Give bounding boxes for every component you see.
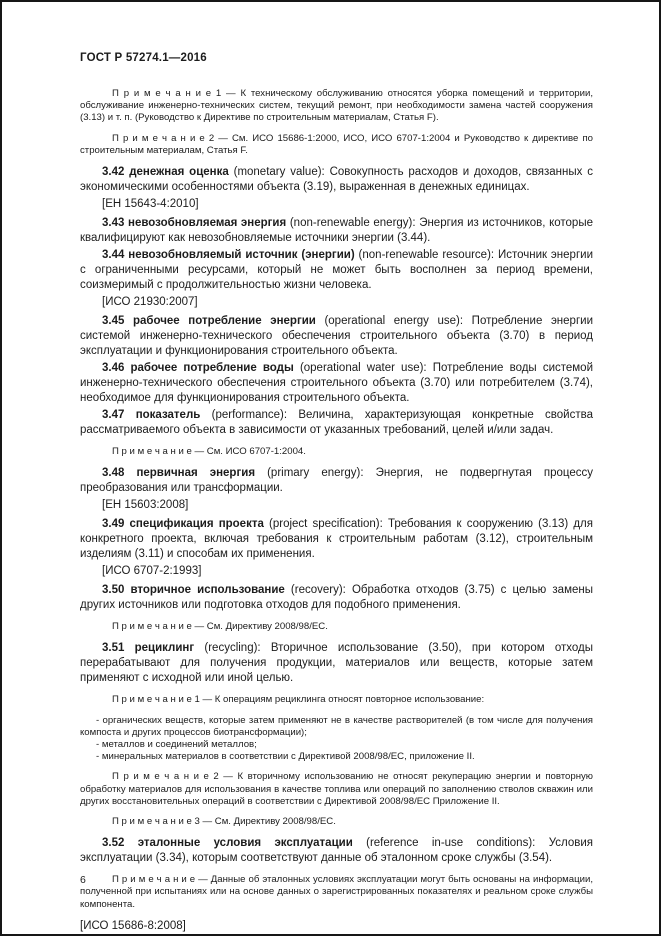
source-standard-reference: [ИСО 6707-2:1993] — [102, 565, 202, 578]
term-english-equivalent: (non-renewable energy): — [289, 217, 420, 230]
term-number-and-title: 3.50 вторичное использование — [102, 584, 291, 597]
term-definition-text: Вторичное использование (3.50), при котором отходы перерабатывают для получения продукции, материалов или веществ, которые затем применяют с исходной или иной целью. — [80, 642, 593, 685]
note-paragraph: П р и м е ч а н и е 1 — К операциям рециклинга относят повторное использование: — [112, 694, 485, 706]
term-english-equivalent: (performance): — [211, 409, 299, 422]
term-definition-paragraph — [80, 314, 593, 359]
term-english-equivalent: (operational energy use): — [324, 315, 472, 328]
term-english-equivalent: (recycling): — [204, 642, 271, 655]
term-definition-text: Энергия из источников, которые квалифицируют как невозобновляемые источники энергии (3.44). — [80, 217, 593, 245]
term-definition-text: Обработка отходов (3.75) с целью замены других источников или подготовка отходов для подобного применения. — [80, 584, 593, 612]
term-definition-text: Требования к сооружению (3.13) для конкретного проекта, включая требования к строительным работам (3.12), строительным изделиям (3.11) и способам их применения. — [80, 518, 593, 561]
source-standard-reference: [ЕН 15643-4:2010] — [102, 198, 199, 211]
note-paragraph: П р и м е ч а н и е — Данные об эталонных условиях эксплуатации могут быть основаны на информации, полученной при испытаниях или на основе данных о зарегистрированных показателях и реальном сроке службы компонента. — [80, 874, 593, 910]
note-paragraph: П р и м е ч а н и е 2 — См. ИСО 15686-1:2000, ИСО, ИСО 6707-1:2004 и Руководство к директиве по строительным материалам, Статья F. — [80, 132, 593, 156]
term-definition-text: Величина, характеризующая конкретные свойства рассматриваемого объекта в зависимости от указанных требований, целей и/или задач. — [80, 409, 593, 437]
term-number-and-title: 3.47 показатель — [102, 409, 212, 422]
note-list-item: - органических веществ, которые затем применяют не в качестве растворителей (в том числе для получения компоста и других процессов биотрансформации); — [80, 714, 593, 738]
term-definition-paragraph — [80, 583, 593, 613]
term-number-and-title: 3.48 первичная энергия — [102, 467, 268, 480]
term-english-equivalent: (monetary value): — [233, 166, 330, 179]
note-paragraph: П р и м е ч а н и е — См. Директиву 2008/98/ЕС. — [112, 621, 328, 633]
source-standard-reference: [ИСО 21930:2007] — [102, 296, 198, 309]
term-definition-paragraph — [80, 466, 593, 496]
source-standard-reference: [ЕН 15603:2008] — [102, 499, 189, 512]
page-content-area — [80, 52, 593, 936]
note-paragraph: П р и м е ч а н и е 2 — К вторичному использованию не относят рекуперацию энергии и повторную обработку материалов для использования в качестве топлива или операций по заполнению стволов скважин или других восстановительных операций в соответствии с Директивой 2008/98/ЕС Приложение II. — [80, 771, 593, 807]
term-definition-text: Энергия, не подвергнутая процессу преобразования или трансформации. — [80, 467, 593, 495]
term-definition-text: Потребление энергии системой инженерно-технического обеспечения строительного объекта (3.70) в период эксплуатации и функционирования строительного объекта. — [80, 315, 593, 358]
term-number-and-title: 3.51 рециклинг — [102, 642, 205, 655]
term-definition-paragraph — [80, 165, 593, 195]
term-definition-paragraph — [80, 361, 593, 406]
term-definition-text: Условия эксплуатации (3.34), которым соответствуют данные об эталонном сроке службы (3.54). — [80, 837, 593, 865]
term-number-and-title: 3.45 рабочее потребление энергии — [102, 315, 325, 328]
term-definition-paragraph — [80, 836, 593, 866]
term-english-equivalent: (operational water use): — [299, 362, 433, 375]
term-definition-text: Потребление воды системой инженерно-технического обеспечения строительного объекта (3.70) или потребителем (3.74), необходимое для функционирования строительного объекта. — [80, 362, 594, 405]
term-definition-text: Источник энергии с ограниченными ресурсами, который не может быть восполнен за период времени, соизмеримый с продолжительностью жизни человека. — [80, 249, 593, 292]
standard-designation-header: ГОСТ Р 57274.1—2016 — [80, 52, 207, 64]
term-definition-paragraph — [80, 641, 593, 686]
note-paragraph: П р и м е ч а н и е 3 — См. Директиву 2008/98/ЕС. — [112, 816, 336, 828]
term-english-equivalent: (recovery): — [290, 584, 352, 597]
term-number-and-title: 3.44 невозобновляемый источник (энергии) — [102, 249, 359, 262]
note-list-item: - металлов и соединений металлов; — [96, 739, 257, 751]
term-english-equivalent: (reference in-use conditions): — [366, 837, 549, 850]
term-number-and-title: 3.49 спецификация проекта — [102, 518, 270, 531]
note-list-item: - минеральных материалов в соответствии с Директивой 2008/98/ЕС, приложение II. — [96, 751, 475, 763]
term-definition-text: Совокупность расходов и доходов, связанных с экономическими особенностями объекта (3.19), выраженная в денежных единицах. — [80, 166, 593, 194]
term-definition-paragraph — [80, 517, 593, 562]
term-definition-paragraph — [80, 248, 593, 293]
term-number-and-title: 3.46 рабочее потребление воды — [102, 362, 300, 375]
terms-and-definitions-body — [80, 88, 593, 934]
term-number-and-title: 3.52 эталонные условия эксплуатации — [102, 837, 367, 850]
source-standard-reference: [ИСО 15686-8:2008] — [80, 919, 186, 932]
note-paragraph: П р и м е ч а н и е — См. ИСО 6707-1:2004. — [112, 446, 306, 458]
note-paragraph: П р и м е ч а н и е 1 — К техническому обслуживанию относятся уборка помещений и территории, обслуживание инженерно-технических систем, текущий ремонт, при необходимости замена частей сооружения (3.13) и т. п. (Руководство к Директиве по строительным материалам, Статья F). — [80, 88, 593, 124]
term-number-and-title: 3.43 невозобновляемая энергия — [102, 217, 290, 230]
term-english-equivalent: (primary energy): — [267, 467, 376, 480]
page-number: 6 — [80, 874, 86, 886]
term-definition-paragraph — [80, 216, 593, 246]
term-english-equivalent: (non-renewable resource): — [358, 249, 498, 262]
term-number-and-title: 3.42 денежная оценка — [102, 166, 234, 179]
term-definition-paragraph — [80, 408, 593, 438]
term-english-equivalent: (project specification): — [269, 518, 388, 531]
